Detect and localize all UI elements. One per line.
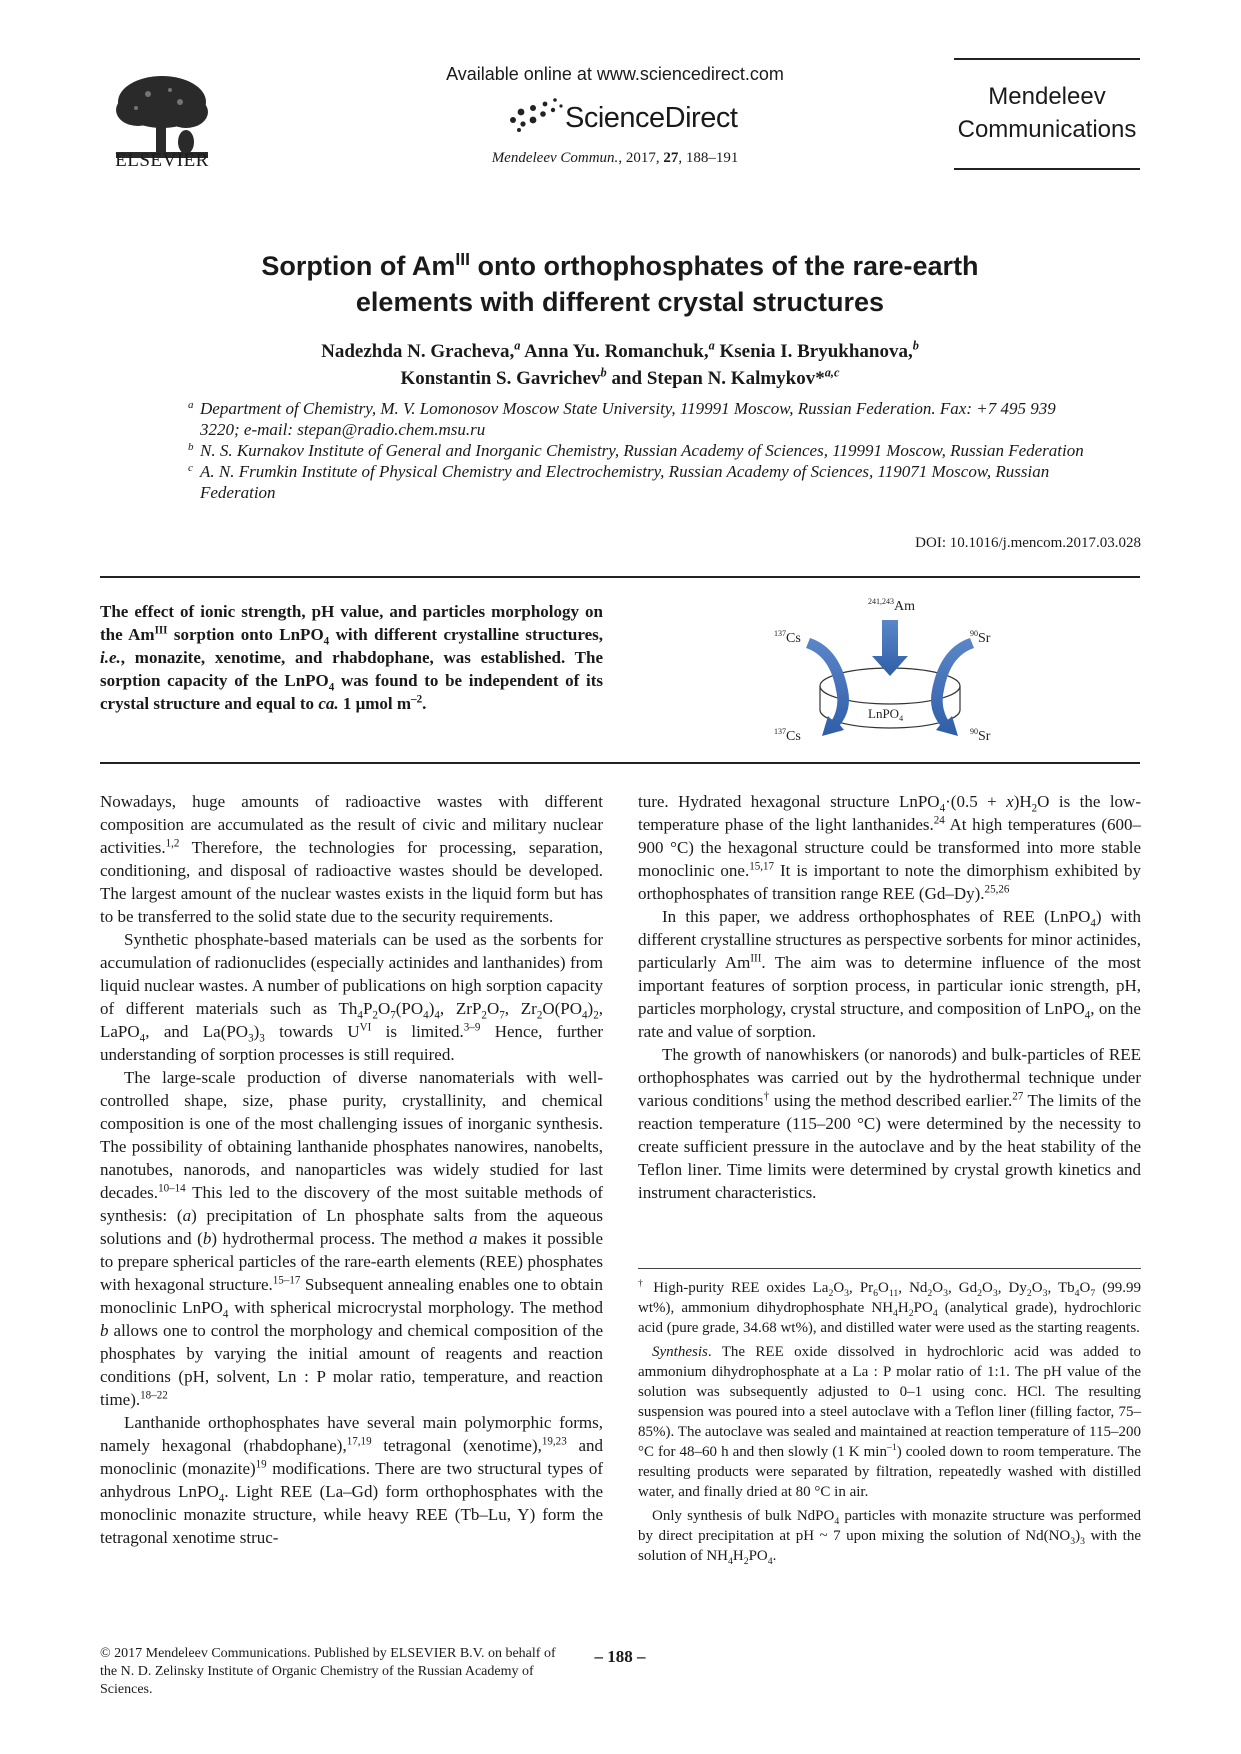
journal-name-line2: Communications [957, 116, 1137, 143]
body-left-column [100, 790, 603, 1549]
body-right-column [638, 790, 1141, 1204]
article-title: Sorption of $Am^{III}$ onto orthophosphates of the rare-earth elements with different crystal structures [261, 249, 979, 317]
paragraph: Synthetic phosphate-based materials can be used as the sorbents for accumulation of radionuclides (especially actinides and lanthanides) from liquid nuclear wastes. A number of publications on high sorption capacity of different materials such as $Th_4P_2O_7(PO_4)_4$, $ZrP_2O_7$, $Zr_2O(PO_4)_2$, LaPO$_4$, and $La(PO_3)_3$ towards $U^{VI}$ is limited.$^{3-9}$ Hence, further understanding of sorption processes is still required. [100, 930, 604, 1064]
footnote-rule [638, 1268, 1141, 1269]
am-arrow [872, 620, 908, 676]
paragraph: The growth of nanowhiskers (or nanorods) and bulk-particles of REE orthophosphates was carried out by the hydrothermal technique under various conditions† using the method described earlier.$^{27}$ The limits of the reaction temperature (115–200 °C) were determined by the necessity to create sufficient pressure in the autoclave and by the heat stability of the Teflon liner. Time limits were determined by crystal growth kinetics and instrument characteristics. [638, 1045, 1141, 1202]
lnpo4-label: LnPO$_4$ [868, 706, 904, 723]
abstract-bottom-rule [100, 762, 1140, 764]
affiliation-c: c A. N. Frumkin Institute of Physical Chemistry and Electrochemistry, Russian Academy of Sciences, 119071 Moscow, Russian Federation [188, 462, 1050, 502]
sr-bottom-label: $^{90}$Sr [970, 727, 991, 744]
doi-link[interactable]: DOI: 10.1016/j.mencom.2017.03.028 [915, 535, 1141, 551]
graphical-abstract [770, 590, 1020, 750]
cs-top-label: $^{137}$Cs [774, 629, 801, 646]
paragraph: The large-scale production of diverse nanomaterials with well-controlled shape, size, phase purity, crystallinity, and chemical composition is one of the most challenging issues of inorganic synthesis. The possibility of obtaining lanthanide phosphates nanowires, nanobelts, nanotubes, nanorods, and nanoparticles was widely studied for last decades.$^{10-14}$ This led to the discovery of the most suitable methods of synthesis: (a) precipitation of Ln phosphate salts from the aqueous solutions and (b) hydrothermal process. The method a makes it possible to prepare spherical particles of the rare-earth elements (REE) phosphates with hexagonal structure.$^{15-17}$ Subsequent annealing enables one to obtain monoclinic LnPO$_4$ with spherical microcrystal morphology. The method b allows one to control the morphology and chemical composition of the phosphates by varying the initial amount of reagents and reaction conditions (pH, solvent, Ln : P molar ratio, temperature, and reaction time).$^{18-22}$ [100, 1068, 604, 1409]
footnote: † High-purity REE oxides $La_2O_3$, $Pr_6O_{11}$, $Nd_2O_3$, $Gd_2O_3$, $Dy_2O_3$, $Tb_4O_7$ (99.99 wt%), ammonium dihydrophosphate $NH_4H_2PO_4$ (analytical grade), hydrochloric acid (pure grade, 34.68 wt%), and distilled water were used as the starting reagents. [638, 1278, 1141, 1336]
abstract-text: The effect of ionic strength, pH value, and particles morphology on the $Am^{III}$ sorption onto LnPO$_4$ with different crystalline structures, i.e., monazite, xenotime, and rhabdophane, was established. The sorption capacity of the LnPO$_4$ was found to be independent of its crystal structure and equal to ca. 1 μmol $m^{-2}$. [100, 602, 603, 713]
paragraph: ture. Hydrated hexagonal structure LnPO$_4$·(0.5 + $x)H_2O$ is the low-temperature phase of the light lanthanides.$^{24}$ At high temperatures (600–900 °C) the hexagonal structure could be transformed into more stable monoclinic one.$^{15,17}$ It is important to note the dimorphism exhibited by orthophosphates of transition range REE (Gd–Dy).$^{25,26}$ [638, 792, 1141, 903]
author-list: Nadezhda N. Gracheva,$^a$ Anna Yu. Romanchuk,$^a$ Ksenia I. Bryukhanova,$^b$ Konstantin S. Gavrichev$^b$ and Stepan N. Kalmykov*$^{a,c}$ [321, 338, 919, 389]
sciencedirect-dots-icon [505, 98, 565, 134]
affiliation-b: b N. S. Kurnakov Institute of General and Inorganic Chemistry, Russian Academy of Sciences, 119991 Moscow, Russian Federation [188, 441, 1084, 460]
journal-name-box [954, 58, 1140, 170]
abstract-top-rule [100, 576, 1140, 578]
publisher-name: ELSEVIER [115, 150, 209, 171]
am-label: $^{241,243}$Am [868, 597, 915, 614]
cs-bottom-label: $^{137}$Cs [774, 727, 801, 744]
page-number: – 188 – [594, 1647, 646, 1666]
citation-line: Mendeleev Commun., 2017, 27, 188–191 [491, 150, 739, 166]
paragraph: In this paper, we address orthophosphates of REE (LnPO$_4$) with different crystalline structures as perspective sorbents for minor actinides, particularly $Am^{III}$. The aim was to determine influence of the most important features of sorption process, in particular ionic strength, pH, particles morphology, crystal structure, and composition of LnPO$_4$, on the rate and value of sorption. [638, 907, 1142, 1041]
paragraph: Lanthanide orthophosphates have several main polymorphic forms, namely hexagonal (rhabdophane),$^{17,19}$ tetragonal (xenotime),$^{19,23}$ and monoclinic (monazite)$^{19}$ modifications. There are two structural types of anhydrous LnPO$_4$. Light REE (La–Gd) form orthophosphates with the monoclinic monazite structure, while heavy REE (Tb–Lu, Y) form the tetragonal xenotime struc- [100, 1413, 603, 1547]
footnote: Synthesis. The REE oxide dissolved in hydrochloric acid was added to ammonium dihydrophosphate at a La : P molar ratio of 1:1. The pH value of the solution was subsequently adjusted to 0–1 using conc. HCl. The resulting suspension was poured into a steel autoclave with a Teflon liner (filling factor, 75–85%). The autoclave was sealed and maintained at reaction temperature of 115–200 °C for 48–60 h and then slowly (1 K $\min^{-1}$) cooled down to room temperature. The resulting products were separated by filtration, repeatedly washed with distilled water, and finally dried at 80 °C in air. [638, 1344, 1141, 1500]
journal-name-line1: Mendeleev [988, 83, 1106, 110]
affiliation-a: a Department of Chemistry, M. V. Lomonosov Moscow State University, 119991 Moscow, Russian Federation. Fax: +7 495 939 3220; e-mail: stepan@radio.chem.msu.ru [188, 399, 1056, 439]
affiliations [188, 398, 1088, 503]
footnote: Only synthesis of bulk NdPO$_4$ particles with monazite structure was performed by direct precipitation at pH ~ 7 upon mixing the solution of $Nd(NO_3)_3$ with the solution of $NH_4H_2PO_4$. [638, 1508, 1141, 1567]
sciencedirect-wordmark[interactable]: ScienceDirect [565, 102, 738, 134]
available-online-text[interactable]: Available online at www.sciencedirect.com [446, 64, 784, 84]
paragraph: Nowadays, huge amounts of radioactive wastes with different composition are accumulated as the result of civic and military nuclear activities.$^{1,2}$ Therefore, the technologies for processing, separation, conditioning, and disposal of radioactive wastes should be developed. The largest amount of the nuclear wastes exists in the liquid form but has to be transferred to the solid state due to the security requirements. [100, 792, 603, 926]
copyright-notice: © 2017 Mendeleev Communications. Published by ELSEVIER B.V. on behalf of the N. D. Zelinsky Institute of Organic Chemistry of the Russian Academy of Sciences. [100, 1646, 556, 1697]
sr-top-label: $^{90}$Sr [970, 629, 991, 646]
footnotes [638, 1278, 1141, 1570]
